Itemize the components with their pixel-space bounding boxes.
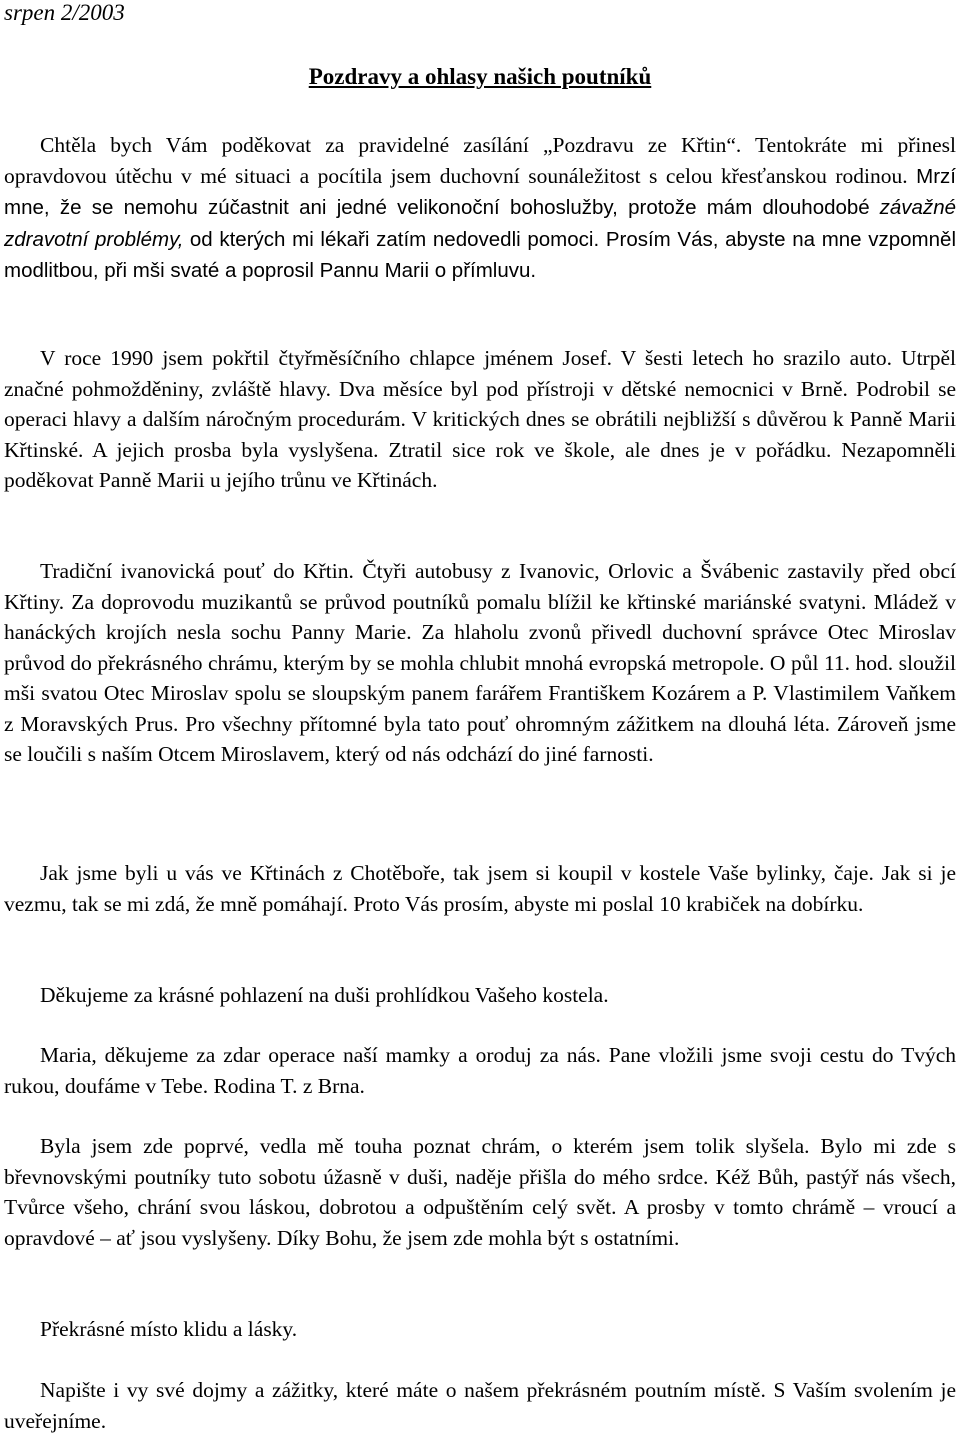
paragraph-5 (4, 980, 956, 1011)
paragraph-9-text: Napište i vy své dojmy a zážitky, které máte o našem překrásném poutním místě. S Vaším svolením je uveřejníme. (4, 1378, 956, 1433)
paragraph-3-text: Tradiční ivanovická pouť do Křtin. Čtyři autobusy z Ivanovic, Orlovic a Švábenic zastavily před obcí Křtiny. Za doprovodu muzikantů se průvod poutníků pomalu blížil ke křtinské mariánské svatyni. Mládež v hanáckých krojích nesla sochu Panny Marie. Za hlaholu zvonů přivedl duchovní správce Otec Miroslav průvod do překrásného chrámu, kterým by se mohla chlubit mnohá evropská metropole. O půl 11. hod. sloužil mši svatou Otec Miroslav spolu se sloupským panem farářem Františkem Kozárem a P. Vlastimilem Vaňkem z Moravských Prus. Pro všechny přítomné byla tato pouť ohromným zážitkem na dlouhá léta. Zároveň jsme se loučili s naším Otcem Miroslavem, který od nás odchází do jiné farnosti. (4, 559, 956, 766)
page-title: Pozdravy a ohlasy našich poutníků (308, 64, 652, 89)
paragraph-1-italic: závažné zdravotní problémy, (4, 196, 956, 251)
paragraph-6 (4, 1040, 956, 1101)
issue-label: srpen 2/2003 (4, 0, 125, 25)
paragraph-7 (4, 1131, 956, 1253)
paragraph-1-intro: Chtěla bych Vám poděkovat za pravidelné zasílání „Pozdravu ze Křtin“. Tentokráte mi přinesl opravdovou útěchu v mé situaci a pocítila jsem duchovní sounáležitost s celou křesťanskou rodinou. (4, 133, 956, 188)
paragraph-1-sans-end: od kterých mi lékaři zatím nedovedli pomoci. Prosím Vás, abyste na mne vzpomněl modlitbou, při mši svaté a poprosil Pannu Marii o přímluvu. (4, 227, 956, 282)
paragraph-6-text: Maria, děkujeme za zdar operace naší mamky a oroduj za nás. Pane vložili jsme svoji cestu do Tvých rukou, doufáme v Tebe. Rodina T. z Brna. (4, 1043, 956, 1098)
paragraph-2 (4, 343, 956, 496)
paragraph-9 (4, 1375, 956, 1436)
paragraph-8 (4, 1314, 956, 1345)
paragraph-7-text: Byla jsem zde poprvé, vedla mě touha poznat chrám, o kterém jsem tolik slyšela. Bylo mi zde s břevnovskými poutníky tuto sobotu úžasně v duši, naděje přišla do mého srdce. Kéž Bůh, pastýř nás všech, Tvůrce všeho, chrání svou láskou, dobrotou a odpuštěním celý svět. A prosby v tomto chrámě – vroucí a opravdové – ať jsou vyslyšeny. Díky Bohu, že jsem zde mohla být s ostatními. (4, 1134, 956, 1250)
paragraph-4 (4, 858, 956, 919)
paragraph-3 (4, 556, 956, 770)
paragraph-8-text: Překrásné místo klidu a lásky. (40, 1317, 298, 1341)
paragraph-1 (4, 130, 956, 287)
paragraph-1-sans: Mrzí mne, že se nemohu zúčastnit ani jedné velikonoční bohoslužby, protože mám dlouhodobé (4, 164, 956, 219)
paragraph-4-text: Jak jsme byli u vás ve Křtinách z Chotěboře, tak jsem si koupil v kostele Vaše bylinky, čaje. Jak si je vezmu, tak se mi zdá, že mně pomáhají. Proto Vás prosím, abyste mi poslal 10 krabiček na dobírku. (4, 861, 956, 916)
paragraph-5-text: Děkujeme za krásné pohlazení na duši prohlídkou Vašeho kostela. (40, 983, 609, 1007)
paragraph-2-text: V roce 1990 jsem pokřtil čtyřměsíčního chlapce jménem Josef. V šesti letech ho srazilo auto. Utrpěl značné pohmožděniny, zvláště hlavy. Dva měsíce byl pod přístroji v dětské nemocnici v Brně. Podrobil se operaci hlavy a dalším náročným procedurám. V kritických dnes se obrátili nejbližší s důvěrou k Panně Marii Křtinské. A jejich prosba byla vyslyšena. Ztratil sice rok ve škole, ale dnes je v pořádku. Nezapomněli poděkovat Panně Marii u jejího trůnu ve Křtinách. (4, 346, 956, 492)
